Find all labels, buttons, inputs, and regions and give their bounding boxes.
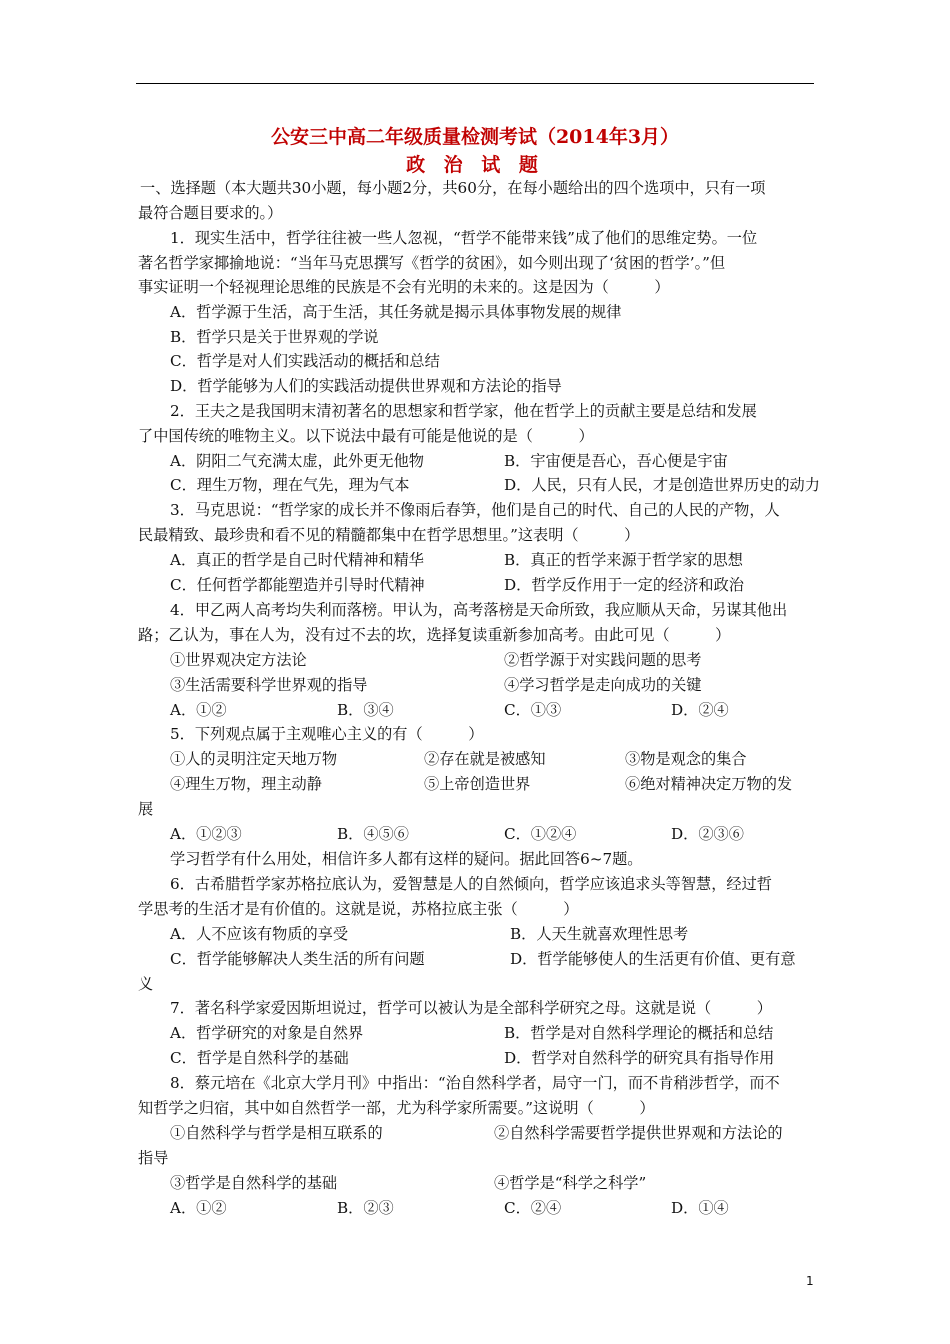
q6-option-d: D．哲学能够使人的生活更有价值、更有意 [510,950,796,968]
q5-statement-5: ⑤上帝创造世界 [424,775,531,793]
exam-title: 公安三中高二年级质量检测考试（2014年3月） [270,126,680,148]
q1-stem-2: 著名哲学家揶揄地说：“当年马克思撰写《哲学的贫困》，如今则出现了‘贫困的哲学’。”但 [138,254,726,272]
q5-option-d: D．②③⑥ [671,825,744,843]
q2-option-d: D．人民，只有人民，才是创造世界历史的动力 [504,476,820,494]
q5-statement-4: ④理生万物，理主动静 [170,775,322,793]
q4-stem: 4．甲乙两人高考均失利而落榜。甲认为，高考落榜是天命所致，我应顺从天命，另谋其他出 [170,601,788,619]
q3-option-c: C．任何哲学都能塑造并引导时代精神 [170,576,425,594]
q8-stem: 8．蔡元培在《北京大学月刊》中指出：“治自然科学者，局守一门，而不肯稍涉哲学，而不 [170,1074,780,1092]
q2-stem: 2．王夫之是我国明末清初著名的思想家和哲学家，他在哲学上的贡献主要是总结和发展 [170,402,757,420]
q5-option-a: A．①②③ [170,825,242,843]
q5-statement-2: ②存在就是被感知 [424,750,546,768]
q2-stem-2: 了中国传统的唯物主义。以下说法中最有可能是他说的是（ ） [138,427,594,445]
q1-option-d: D．哲学能够为人们的实践活动提供世界观和方法论的指导 [170,377,562,395]
q7-option-b: B．哲学是对自然科学理论的概括和总结 [504,1024,774,1042]
q1-stem-3: 事实证明一个轻视理论思维的民族是不会有光明的未来的。这是因为（ ） [138,278,670,296]
q4-statement-1: ①世界观决定方法论 [170,651,307,669]
q6-option-d-cont: 义 [138,975,154,993]
q1-option-b: B．哲学只是关于世界观的学说 [170,328,379,346]
q8-statement-2: ②自然科学需要哲学提供世界观和方法论的 [494,1124,783,1142]
q8-option-b: B．②③ [337,1199,394,1217]
q6-stem: 6．古希腊哲学家苏格拉底认为，爱智慧是人的自然倾向，哲学应该追求头等智慧，经过哲 [170,875,772,893]
q8-option-a: A．①② [170,1199,227,1217]
q4-statement-4: ④学习哲学是走向成功的关键 [504,676,702,694]
q3-option-b: B．真正的哲学来源于哲学家的思想 [504,551,743,569]
q8-option-d: D．①④ [671,1199,729,1217]
q3-option-a: A．真正的哲学是自己时代精神和精华 [170,551,424,569]
q5-statement-1: ①人的灵明注定天地万物 [170,750,338,768]
q4-statement-2: ②哲学源于对实践问题的思考 [504,651,702,669]
q4-statement-3: ③生活需要科学世界观的指导 [170,676,368,694]
q5-stem: 5．下列观点属于主观唯心主义的有（ ） [170,725,484,743]
q1-option-c: C．哲学是对人们实践活动的概括和总结 [170,352,440,370]
q5-statement-6: ⑥绝对精神决定万物的发 [625,775,793,793]
page-number: 1 [806,1274,814,1288]
q7-stem: 7．著名科学家爱因斯坦说过，哲学可以被认为是全部科学研究之母。这就是说（ ） [170,999,772,1017]
q4-option-c: C．①③ [504,701,562,719]
q7-option-c: C．哲学是自然科学的基础 [170,1049,349,1067]
q5-statement-3: ③物是观念的集合 [625,750,747,768]
q5-statement-6-cont: 展 [138,800,154,818]
q3-stem-2: 民最精致、最珍贵和看不见的精髓都集中在哲学思想里。”这表明（ ） [138,526,640,544]
q6-7-intro: 学习哲学有什么用处，相信许多人都有这样的疑问。据此回答6~7题。 [170,850,643,868]
q6-option-c: C．哲学能够解决人类生活的所有问题 [170,950,425,968]
q4-option-d: D．②④ [671,701,729,719]
exam-subtitle: 政 治 试 题 [406,154,544,176]
q5-option-c: C．①②④ [504,825,577,843]
q7-option-a: A．哲学研究的对象是自然界 [170,1024,364,1042]
q4-stem-2: 路；乙认为，事在人为，没有过不去的坎，选择复读重新参加高考。由此可见（ ） [138,626,731,644]
q2-option-a: A．阴阳二气充满太虚，此外更无他物 [170,452,424,470]
q4-option-b: B．③④ [337,701,394,719]
q8-statement-3: ③哲学是自然科学的基础 [170,1174,338,1192]
q8-stem-2: 知哲学之归宿，其中如自然哲学一部，尤为科学家所需要。”这说明（ ） [138,1099,655,1117]
header-rule [136,83,814,84]
q1-stem: 1．现实生活中，哲学往往被一些人忽视，“哲学不能带来钱”成了他们的思维定势。一位 [170,229,758,247]
q7-option-d: D．哲学对自然科学的研究具有指导作用 [504,1049,775,1067]
q8-statement-2-cont: 指导 [138,1149,169,1167]
q4-option-a: A．①② [170,701,227,719]
q8-statement-1: ①自然科学与哲学是相互联系的 [170,1124,383,1142]
section-heading: 一、选择题（本大题共30小题，每小题2分，共60分，在每小题给出的四个选项中，只有一项 [140,179,766,197]
q2-option-b: B．宇宙便是吾心，吾心便是宇宙 [504,452,728,470]
q6-option-a: A．人不应该有物质的享受 [170,925,349,943]
q3-stem: 3．马克思说：“哲学家的成长并不像雨后春笋，他们是自己的时代、自己的人民的产物，人 [170,501,780,519]
q8-statement-4: ④哲学是“科学之科学” [494,1174,647,1192]
q6-stem-2: 学思考的生活才是有价值的。这就是说，苏格拉底主张（ ） [138,900,579,918]
q1-option-a: A．哲学源于生活，高于生活，其任务就是揭示具体事物发展的规律 [170,303,622,321]
q6-option-b: B．人天生就喜欢理性思考 [510,925,689,943]
q2-option-c: C．理生万物，理在气先，理为气本 [170,476,410,494]
q8-option-c: C．②④ [504,1199,562,1217]
q5-option-b: B．④⑤⑥ [337,825,409,843]
section-heading-cont: 最符合题目要求的。） [138,204,283,222]
q3-option-d: D．哲学反作用于一定的经济和政治 [504,576,744,594]
